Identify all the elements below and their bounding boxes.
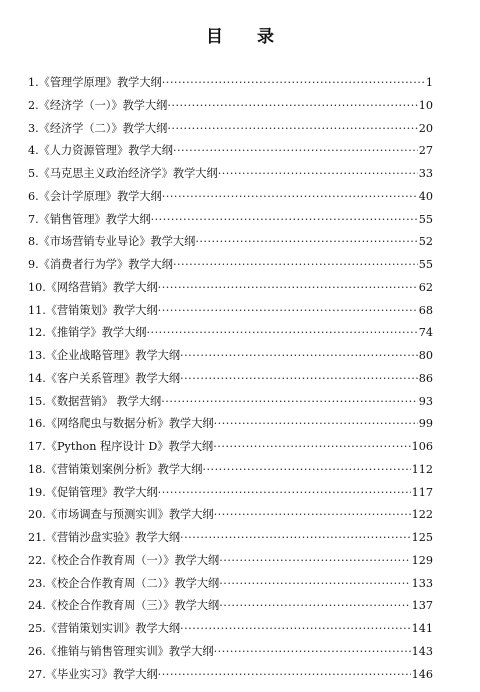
dot-leader — [167, 118, 417, 141]
toc-entry[interactable] — [28, 368, 433, 391]
toc-entry-page-number: 62 — [418, 280, 433, 294]
toc-entry-title: 19.《促销管理》教学大纲 — [28, 485, 158, 499]
toc-entry[interactable] — [28, 504, 433, 527]
toc-entry-title: 25.《营销策划实训》教学大纲 — [28, 622, 181, 635]
toc-entry-page-number: 133 — [411, 576, 433, 590]
toc-entry-title: 12.《推销学》教学大纲 — [28, 326, 147, 340]
dot-leader — [219, 595, 410, 618]
dot-leader — [162, 72, 425, 95]
toc-entry[interactable] — [28, 550, 433, 573]
toc-entry-title: 10.《网络营销》教学大纲 — [28, 280, 158, 294]
toc-entry-page-number: 106 — [411, 440, 433, 453]
toc-entry-title: 24.《校企合作教育周（三）》教学大纲 — [28, 599, 220, 613]
dot-leader — [218, 163, 418, 186]
dot-leader — [158, 277, 418, 300]
dot-leader — [167, 95, 417, 118]
dot-leader — [158, 300, 418, 323]
toc-entry-page-number: 33 — [418, 167, 433, 180]
toc-entry-title: 22.《校企合作教育周（一）》教学大纲 — [28, 553, 220, 567]
toc-entry-title: 16.《网络爬虫与数据分析》教学大纲 — [28, 417, 214, 431]
toc-entry[interactable] — [28, 277, 433, 300]
toc-entry-page-number: 68 — [418, 303, 433, 317]
toc-entry[interactable] — [28, 72, 433, 95]
dot-leader — [202, 459, 410, 482]
toc-entry-page-number: 125 — [411, 531, 433, 544]
toc-entry-page-number: 117 — [411, 485, 433, 499]
toc-entry-title: 8.《市场营销专业导论》教学大纲 — [28, 235, 196, 249]
toc-entry[interactable] — [28, 618, 433, 641]
dot-leader — [180, 368, 418, 391]
dot-leader — [219, 573, 410, 596]
toc-entry[interactable] — [28, 209, 433, 232]
toc-entry[interactable] — [28, 436, 433, 459]
toc-entry[interactable] — [28, 595, 433, 618]
toc-entry[interactable] — [28, 641, 433, 664]
dot-leader — [214, 641, 411, 664]
dot-leader — [173, 140, 418, 163]
page-title: 目 录 — [206, 27, 288, 47]
toc-entry-page-number: 137 — [411, 599, 433, 613]
toc-entry-title: 27.《毕业实习》教学大纲 — [28, 667, 158, 681]
dot-leader — [162, 186, 418, 209]
toc-entry[interactable] — [28, 140, 433, 163]
dot-leader — [214, 504, 411, 527]
dot-leader — [158, 664, 411, 687]
toc-entry[interactable] — [28, 95, 433, 118]
toc-entry-page-number: 1 — [425, 76, 433, 89]
dot-leader — [214, 413, 418, 436]
toc-entry-title: 6.《会计学原理》教学大纲 — [28, 189, 162, 203]
dot-leader — [180, 527, 411, 550]
toc-entry-page-number: 146 — [411, 667, 433, 681]
toc-entry-title: 18.《营销策划案例分析》教学大纲 — [28, 462, 203, 476]
toc-entry[interactable] — [28, 231, 433, 254]
toc-entry-title: 23.《校企合作教育周（二）》教学大纲 — [28, 576, 220, 590]
toc-entry-page-number: 129 — [411, 553, 433, 567]
toc-entry[interactable] — [28, 482, 433, 505]
toc-entry-title: 11.《营销策划》教学大纲 — [28, 303, 158, 317]
toc-entry[interactable] — [28, 527, 433, 550]
toc-entry-title: 2.《经济学（一）》教学大纲 — [28, 98, 168, 112]
toc-entry-title: 9.《消费者行为学》教学大纲 — [28, 258, 173, 271]
toc-entry[interactable] — [28, 573, 433, 596]
toc-entry-page-number: 40 — [418, 189, 433, 203]
toc-entry-title: 13.《企业战略管理》教学大纲 — [28, 349, 181, 362]
toc-entry[interactable] — [28, 664, 433, 687]
toc-entry[interactable] — [28, 186, 433, 209]
toc-entry-page-number: 55 — [418, 258, 433, 271]
dot-leader — [161, 391, 418, 414]
toc-entry[interactable] — [28, 254, 433, 277]
dot-leader — [180, 618, 411, 641]
toc-entry-title: 17.《Python 程序设计 D》教学大纲 — [28, 440, 214, 453]
dot-leader — [146, 322, 417, 345]
toc-entry-page-number: 143 — [411, 644, 433, 658]
toc-entry-page-number: 27 — [418, 144, 433, 158]
dot-leader — [219, 550, 410, 573]
toc-entry-title: 7.《销售管理》教学大纲 — [28, 212, 151, 226]
dot-leader — [173, 254, 418, 277]
dot-leader — [195, 231, 417, 254]
toc-entry-page-number: 74 — [418, 326, 433, 340]
toc-entry-page-number: 99 — [418, 417, 433, 431]
toc-entry-page-number: 86 — [418, 371, 433, 385]
toc-entry[interactable] — [28, 345, 433, 368]
toc-entry-page-number: 141 — [411, 622, 433, 635]
toc-entry-page-number: 10 — [418, 98, 433, 112]
dot-leader — [213, 436, 410, 459]
toc-entry[interactable] — [28, 391, 433, 414]
toc-entry-page-number: 55 — [418, 212, 433, 226]
toc-entry[interactable] — [28, 459, 433, 482]
toc-entry-title: 3.《经济学（二）》教学大纲 — [28, 121, 168, 135]
dot-leader — [158, 482, 411, 505]
toc-entry[interactable] — [28, 322, 433, 345]
toc-entry-title: 1.《管理学原理》教学大纲 — [28, 76, 162, 89]
toc-entry-page-number: 93 — [418, 394, 433, 408]
toc-entry[interactable] — [28, 300, 433, 323]
toc-entry[interactable] — [28, 413, 433, 436]
toc-entry-title: 5.《马克思主义政治经济学》教学大纲 — [28, 167, 218, 180]
toc-entry[interactable] — [28, 163, 433, 186]
toc-entry-title: 4.《人力资源管理》教学大纲 — [28, 144, 173, 158]
toc-entry-page-number: 20 — [418, 121, 433, 135]
toc-entry-title: 15.《数据营销》 教学大纲 — [28, 394, 162, 408]
toc-entry-title: 21.《营销沙盘实验》教学大纲 — [28, 531, 181, 544]
toc-entry-title: 26.《推销与销售管理实训》教学大纲 — [28, 644, 214, 658]
table-of-contents — [28, 72, 433, 686]
toc-entry-title: 20.《市场调查与预测实训》教学大纲 — [28, 508, 214, 522]
dot-leader — [151, 209, 418, 232]
toc-entry-title: 14.《客户关系管理》教学大纲 — [28, 371, 181, 385]
toc-entry-page-number: 122 — [411, 508, 433, 522]
toc-entry-page-number: 52 — [418, 235, 433, 249]
toc-entry-page-number: 80 — [418, 349, 433, 362]
dot-leader — [180, 345, 418, 368]
toc-entry-page-number: 112 — [411, 462, 433, 476]
toc-entry[interactable] — [28, 118, 433, 141]
